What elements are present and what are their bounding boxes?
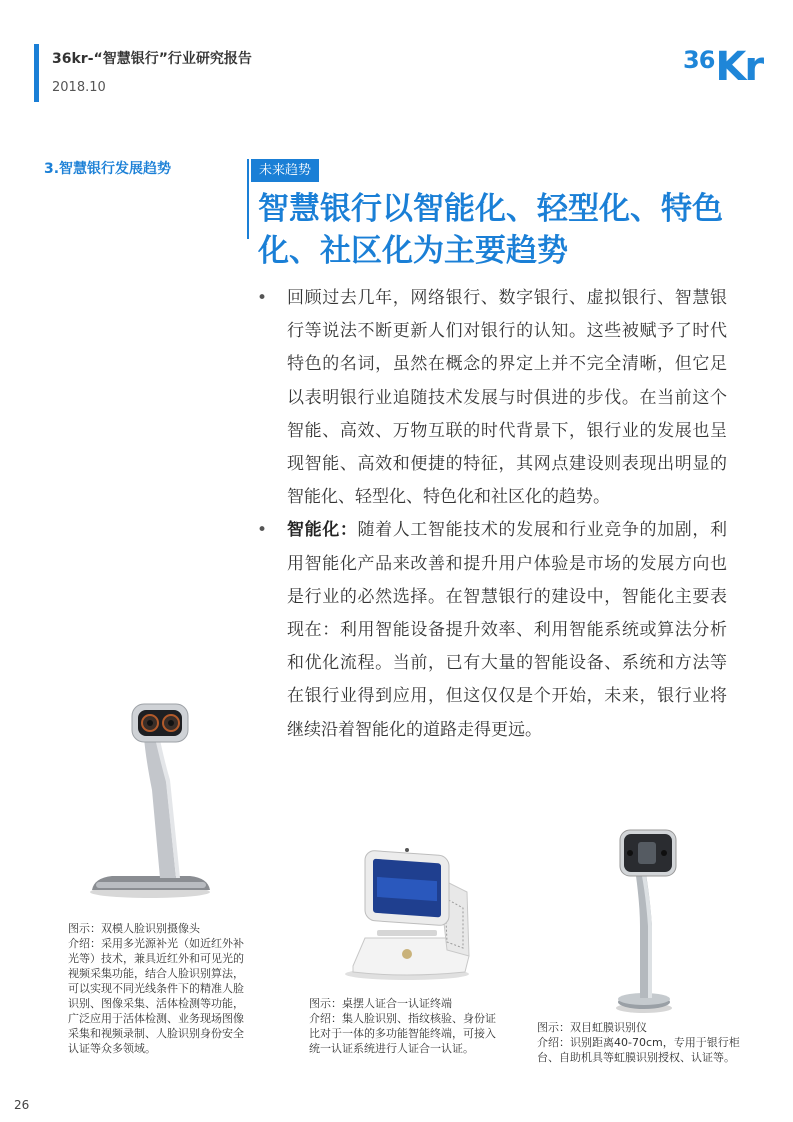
figure-1-title: 图示：双模人脸识别摄像头 [68, 922, 200, 935]
figure-1-intro: 介绍：采用多光源补光（如近红外补光等）技术，兼具近红外和可见光的视频采集功能，结合人脸识别算法，可以实现不同光线条件下的精准人脸识别、图像采集、活体检测等功能，广泛应用于活体检测、业务现场图像采集和视频录制、人脸识别身份安全认证等众多领域。 [68, 937, 244, 1055]
figure-2-caption-block [309, 996, 501, 1056]
logo-digits: 36 [683, 46, 715, 74]
figure-3-intro: 介绍：识别距离40-70cm，专用于银行柜台、自助机具等虹膜识别授权、认证等。 [537, 1036, 740, 1064]
trend-tag: 未来趋势 [251, 159, 319, 182]
bullet-paragraph-1 [257, 282, 727, 514]
figure-3-title: 图示：双目虹膜识别仪 [537, 1021, 647, 1034]
figure-1-caption-block [68, 921, 246, 1056]
bullet-paragraph-2 [257, 514, 727, 746]
paragraph-2-lead: 智能化： [287, 520, 358, 541]
id-verification-terminal-icon [335, 838, 480, 983]
iris-recognition-device-icon [600, 826, 690, 1016]
header-accent-bar [34, 44, 39, 102]
page-headline: 智慧银行以智能化、轻型化、特色化、社区化为主要趋势 [258, 191, 723, 269]
headline-accent-line [247, 159, 249, 239]
logo-letters: Kr [715, 44, 763, 90]
36kr-logo [683, 44, 762, 96]
paragraph-1-text: 回顾过去几年，网络银行、数字银行、虚拟银行、智慧银行等说法不断更新人们对银行的认知。这些被赋予了时代特色的名词，虽然在概念的界定上并不完全清晰，但它足以表明银行业追随技术发展与时俱进的步伐。在当前这个智能、高效、万物互联的时代背景下，银行业的发展也呈现智能、高效和便捷的特征，其网点建设则表现出明显的智能化、轻型化、特色化和社区化的趋势。 [287, 288, 727, 508]
report-date: 2018.10 [52, 80, 106, 95]
paragraph-2-text: 随着人工智能技术的发展和行业竞争的加剧，利用智能化产品来改善和提升用户体验是市场的发展方向也是行业的必然选择。在智慧银行的建设中，智能化主要表现在：利用智能设备提升效率、利用智能系统或算法分析和优化流程。当前，已有大量的智能设备、系统和方法等在银行业得到应用，但这仅仅是个开始，未来，银行业将继续沿着智能化的道路走得更远。 [287, 520, 727, 740]
page-number: 26 [14, 1098, 30, 1112]
report-title: 36kr-“智慧银行”行业研究报告 [52, 51, 252, 67]
figure-3-caption-block [537, 1020, 759, 1065]
body-text [257, 282, 727, 747]
face-recognition-camera-icon [72, 690, 222, 902]
section-label: 3.智慧银行发展趋势 [44, 161, 172, 177]
figure-2-title: 图示：桌摆人证合一认证终端 [309, 997, 452, 1010]
figure-2-intro: 介绍：集人脸识别、指纹核验、身份证比对于一体的多功能智能终端，可接入统一认证系统进行人证合一认证。 [309, 1012, 496, 1055]
